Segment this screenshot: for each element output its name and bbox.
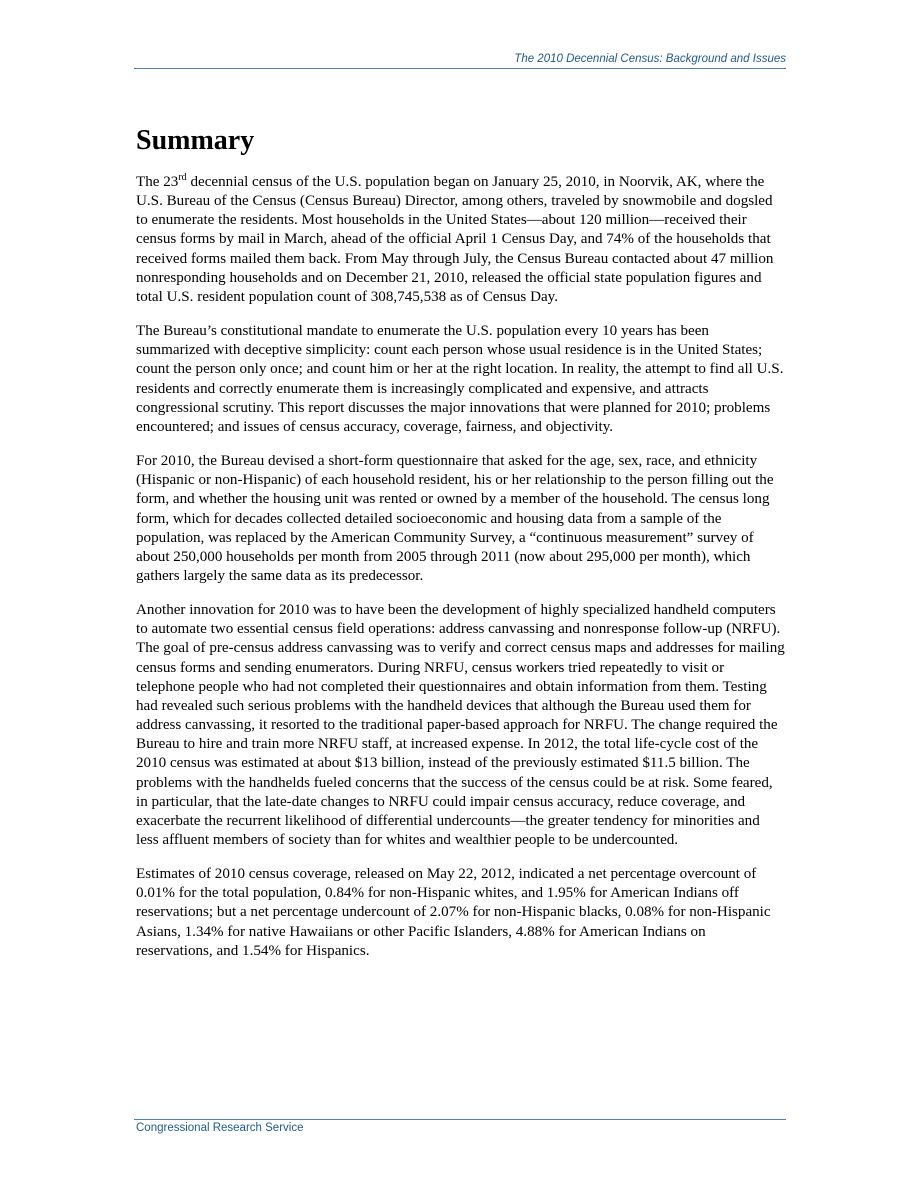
paragraph-4: Another innovation for 2010 was to have been the development of highly specialized handheld computers to automate two essential census field operations: address canvassing and nonresponse follow-up (NRFU). The goal of pre-census address canvassing was to verify and correct census maps and addresses for mailing census forms and sending enumerators. During NRFU, census workers tried repeatedly to visit or telephone people who had not completed their questionnaires and obtain information from them. Testing had revealed such serious problems with the handheld devices that although the Bureau used them for address canvassing, it resorted to the traditional paper-based approach for NRFU. The change required the Bureau to hire and train more NRFU staff, at increased expense. In 2012, the total life-cycle cost of the 2010 census was estimated at about $13 billion, instead of the previously estimated $11.5 billion. The problems with the handhelds fueled concerns that the success of the census could be at risk. Some feared, in particular, that the late-date changes to NRFU could impair census accuracy, reduce coverage, and exacerbate the recurrent likelihood of differential undercounts—the greater tendency for minorities and less affluent members of society than for whites and wealthier people to be undercounted. xyxy=(136,602,785,848)
running-footer: Congressional Research Service xyxy=(136,1122,304,1134)
running-header: The 2010 Decennial Census: Background and Issues xyxy=(514,53,786,65)
section-heading: Summary xyxy=(136,125,255,156)
ordinal-suffix: rd xyxy=(178,172,187,183)
footer-rule xyxy=(134,1119,786,1120)
paragraph-1-text: decennial census of the U.S. population began on January 25, 2010, in Noorvik, AK, where the U.S. Bureau of the Census (Census Bureau) Director, among others, traveled by snowmobile and dogsled to enumerate the residents. Most households in the United States—about 120 million—received their census forms by mail in March, ahead of the official April 1 Census Day, and 74% of the households that received forms mailed them back. From May through July, the Census Bureau contacted about 47 million nonresponding households and on December 21, 2010, released the official state population figures and total U.S. resident population count of 308,745,538 as of Census Day. xyxy=(136,174,774,305)
paragraph-1 xyxy=(136,173,786,307)
paragraph-5: Estimates of 2010 census coverage, released on May 22, 2012, indicated a net percentage overcount of 0.01% for the total population, 0.84% for non-Hispanic whites, and 1.95% for American Indians off reservations; but a net percentage undercount of 2.07% for non-Hispanic blacks, 0.08% for non-Hispanic Asians, 1.34% for native Hawaiians or other Pacific Islanders, 4.88% for American Indians on reservations, and 1.54% for Hispanics. xyxy=(136,866,771,959)
paragraph-3: For 2010, the Bureau devised a short-form questionnaire that asked for the age, sex, race, and ethnicity (Hispanic or non-Hispanic) of each household resident, his or her relationship to the person filling out the form, and whether the housing unit was rented or owned by a member of the household. The census long form, which for decades collected detailed socioeconomic and housing data from a sample of the population, was replaced by the American Community Survey, a “continuous measurement” survey of about 250,000 households per month from 2005 through 2011 (now about 295,000 per month), which gathers largely the same data as its predecessor. xyxy=(136,453,774,584)
paragraph-2: The Bureau’s constitutional mandate to enumerate the U.S. population every 10 years has been summarized with deceptive simplicity: count each person whose usual residence is in the United States; count the person only once; and count him or her at the right location. In reality, the attempt to find all U.S. residents and correctly enumerate them is increasingly complicated and expensive, and attracts congressional scrutiny. This report discusses the major innovations that were planned for 2010; problems encountered; and issues of census accuracy, coverage, fairness, and objectivity. xyxy=(136,323,784,435)
paragraph-1-lead: The 23 xyxy=(136,174,179,190)
summary-section xyxy=(136,124,786,976)
header-rule xyxy=(134,68,786,69)
